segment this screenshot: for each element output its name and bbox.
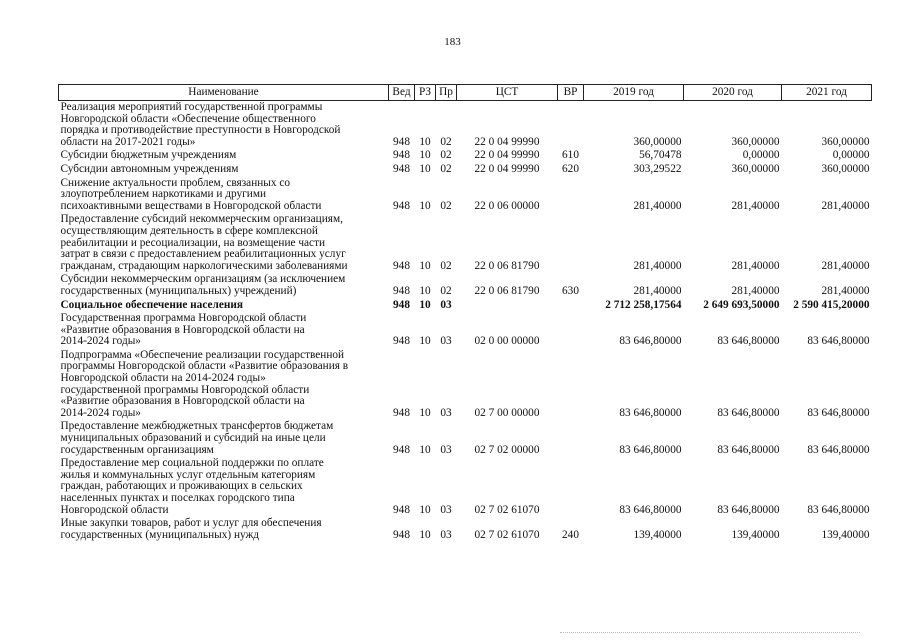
table-row — [59, 312, 872, 349]
row-2019: 83 646,80000 — [619, 335, 682, 348]
row-name: Снижение актуальности проблем, связанных со злоупотреблением наркотиками и другими психоактивными веществами в Новгородской области — [60, 176, 322, 212]
row-cst: 22 0 04 99990 — [474, 135, 540, 148]
row-name: Иные закупки товаров, работ и услуг для обеспечения государственных (муниципальных) нужд — [60, 517, 322, 541]
row-pr: 02 — [440, 135, 452, 148]
header-name: Наименование — [59, 85, 389, 101]
header-pr: Пр — [436, 85, 457, 101]
row-pr: 03 — [440, 298, 452, 311]
row-ved: 948 — [393, 284, 410, 297]
row-2020: 139,40000 — [731, 528, 780, 541]
row-2020: 83 646,80000 — [717, 406, 780, 419]
row-pr: 02 — [440, 199, 452, 212]
header-2020: 2020 год — [684, 85, 782, 101]
row-pr: 03 — [440, 528, 452, 541]
row-2020: 360,00000 — [731, 162, 780, 175]
row-vr: 620 — [562, 162, 579, 175]
row-name: Субсидии некоммерческим организациям (за исключением государственных (муниципальных) учреждений) — [60, 273, 346, 297]
row-rz: 10 — [419, 162, 431, 175]
row-pr: 02 — [440, 284, 452, 297]
row-cst: 02 0 00 00000 — [474, 335, 540, 348]
row-2020: 83 646,80000 — [717, 335, 780, 348]
row-2020: 0,00000 — [742, 149, 780, 162]
row-cst: 02 7 00 00000 — [474, 406, 540, 419]
row-vr — [558, 457, 584, 517]
row-ved: 948 — [393, 335, 410, 348]
header-cst: ЦСТ — [457, 85, 558, 101]
row-2020: 360,00000 — [731, 135, 780, 148]
row-pr: 02 — [440, 162, 452, 175]
row-cst: 02 7 02 00000 — [474, 443, 540, 456]
budget-table — [58, 84, 872, 542]
row-cst: 22 0 06 81790 — [474, 259, 540, 272]
row-vr: 240 — [562, 528, 579, 541]
table-row — [59, 213, 872, 273]
row-rz: 10 — [419, 406, 431, 419]
row-2020: 281,40000 — [731, 199, 780, 212]
row-rz: 10 — [419, 443, 431, 456]
row-2021: 360,00000 — [821, 135, 870, 148]
row-name: Социальное обеспечение населения — [60, 298, 243, 311]
row-2020: 281,40000 — [731, 284, 780, 297]
row-2021: 139,40000 — [821, 528, 870, 541]
scan-artifact — [560, 632, 860, 635]
row-cst: 22 0 06 00000 — [474, 199, 540, 212]
row-ved: 948 — [393, 259, 410, 272]
row-rz: 10 — [419, 284, 431, 297]
header-rz: РЗ — [415, 85, 436, 101]
row-2021: 2 590 415,20000 — [793, 298, 870, 311]
row-2021: 281,40000 — [821, 199, 870, 212]
table-row — [59, 349, 872, 421]
row-name: Субсидии бюджетным учреждениям — [60, 149, 237, 162]
row-pr: 03 — [440, 406, 452, 419]
row-ved: 948 — [393, 149, 410, 162]
row-2019: 303,29522 — [633, 162, 682, 175]
row-pr: 03 — [440, 503, 452, 516]
row-pr: 03 — [440, 335, 452, 348]
row-2020: 2 649 693,50000 — [703, 298, 780, 311]
row-name: Подпрограмма «Обеспечение реализации государственной программы Новгородской области «Развитие образования в Новгородской области на 2014-2024 годы» государственной программы Новгородской области «Развитие образования в Новгородской области на 2014-2024 годы» — [60, 348, 349, 419]
row-cst: 02 7 02 61070 — [474, 528, 540, 541]
table-row — [59, 163, 872, 177]
row-cst: 22 0 04 99990 — [474, 162, 540, 175]
row-name: Предоставление мер социальной поддержки по оплате жилья и коммунальных услуг отдельным категориям граждан, работающих и проживающих в сельских населенных пунктах и поселках городского типа Новгородской области — [60, 457, 324, 516]
header-2021: 2021 год — [782, 85, 872, 101]
row-rz: 10 — [419, 335, 431, 348]
row-2021: 83 646,80000 — [807, 503, 870, 516]
row-2020: 281,40000 — [731, 259, 780, 272]
row-2019: 139,40000 — [633, 528, 682, 541]
table-header-row — [59, 85, 872, 101]
row-cst: 02 7 02 61070 — [474, 503, 540, 516]
row-vr — [558, 299, 584, 313]
row-2020: 83 646,80000 — [717, 503, 780, 516]
table-row — [59, 273, 872, 298]
row-cst: 22 0 04 99990 — [474, 149, 540, 162]
row-2019: 2 712 258,17564 — [605, 298, 682, 311]
row-vr — [558, 213, 584, 273]
row-2021: 360,00000 — [821, 162, 870, 175]
row-vr — [558, 101, 584, 150]
row-2019: 56,70478 — [639, 149, 682, 162]
row-2021: 281,40000 — [821, 259, 870, 272]
row-2019: 83 646,80000 — [619, 443, 682, 456]
row-2021: 0,00000 — [832, 149, 870, 162]
table-row — [59, 149, 872, 163]
row-2019: 281,40000 — [633, 259, 682, 272]
row-cst — [457, 299, 558, 313]
header-2019: 2019 год — [584, 85, 684, 101]
row-ved: 948 — [393, 503, 410, 516]
row-rz: 10 — [419, 135, 431, 148]
row-rz: 10 — [419, 503, 431, 516]
row-vr — [558, 420, 584, 457]
row-vr — [558, 177, 584, 214]
row-ved: 948 — [393, 298, 410, 311]
row-2020: 83 646,80000 — [717, 443, 780, 456]
row-ved: 948 — [393, 406, 410, 419]
row-name: Предоставление субсидий некоммерческим организациям, осуществляющим деятельность в сфере комплексной реабилитации и ресоциализации, на возмещение части затрат в связи с предоставлением реабилитационных услуг гражданам, страдающим наркологическими заболеваниями — [60, 213, 348, 272]
table-row — [59, 101, 872, 150]
table-row — [59, 177, 872, 214]
table-row — [59, 517, 872, 542]
row-rz: 10 — [419, 298, 431, 311]
row-ved: 948 — [393, 162, 410, 175]
row-2019: 360,00000 — [633, 135, 682, 148]
row-name: Предоставление межбюджетных трансфертов бюджетам муниципальных образований и субсидий на иные цели государственным организациям — [60, 420, 334, 456]
row-rz: 10 — [419, 149, 431, 162]
row-pr: 02 — [440, 149, 452, 162]
row-2019: 281,40000 — [633, 199, 682, 212]
header-vr: ВР — [558, 85, 584, 101]
row-ved: 948 — [393, 528, 410, 541]
row-2021: 83 646,80000 — [807, 406, 870, 419]
row-rz: 10 — [419, 199, 431, 212]
row-rz: 10 — [419, 528, 431, 541]
row-ved: 948 — [393, 443, 410, 456]
row-ved: 948 — [393, 199, 410, 212]
table-row — [59, 420, 872, 457]
row-vr — [558, 349, 584, 421]
row-ved: 948 — [393, 135, 410, 148]
row-2019: 83 646,80000 — [619, 406, 682, 419]
row-vr: 630 — [562, 284, 579, 297]
row-2021: 83 646,80000 — [807, 443, 870, 456]
table-row — [59, 299, 872, 313]
row-2019: 83 646,80000 — [619, 503, 682, 516]
row-2019: 281,40000 — [633, 284, 682, 297]
row-2021: 83 646,80000 — [807, 335, 870, 348]
row-vr — [558, 312, 584, 349]
header-ved: Вед — [389, 85, 415, 101]
row-2021: 281,40000 — [821, 284, 870, 297]
row-pr: 02 — [440, 259, 452, 272]
row-name: Субсидии автономным учреждениям — [60, 162, 239, 175]
row-rz: 10 — [419, 259, 431, 272]
row-pr: 03 — [440, 443, 452, 456]
row-name: Государственная программа Новгородской области «Развитие образования в Новгородской области на 2014-2024 годы» — [60, 312, 307, 348]
row-cst: 22 0 06 81790 — [474, 284, 540, 297]
row-vr: 610 — [562, 149, 579, 162]
row-name: Реализация мероприятий государственной программы Новгородской области «Обеспечение общественного порядка и противодействие преступности в Новгородской области на 2017-2021 годы» — [60, 101, 341, 148]
table-row — [59, 457, 872, 517]
table-body — [59, 101, 872, 543]
page-number: 183 — [444, 36, 461, 48]
